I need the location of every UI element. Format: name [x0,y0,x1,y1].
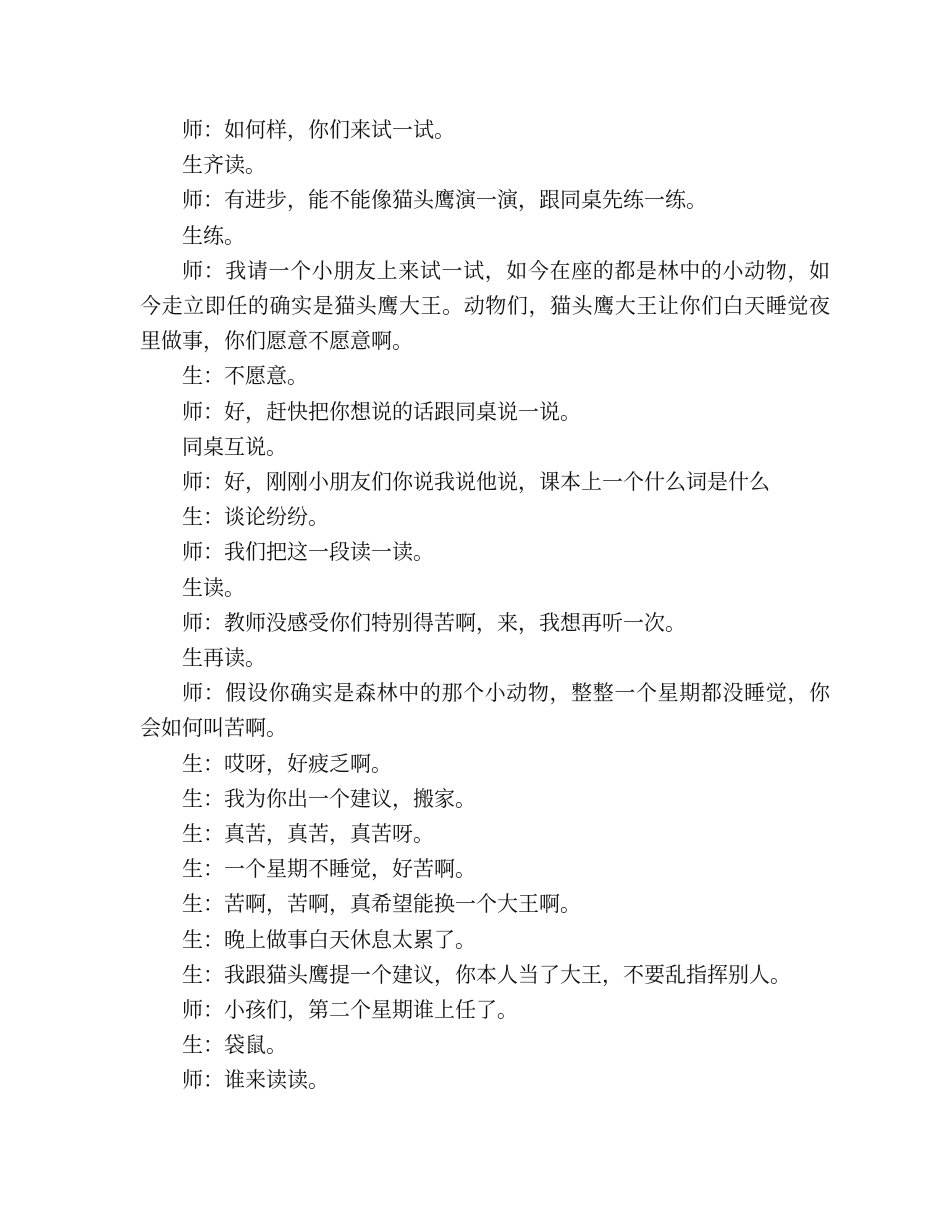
document-body [140,113,830,1099]
paragraph: 师：如何样，你们来试一试。 [182,118,455,142]
paragraph: 师：有进步，能不能像猫头鹰演一演，跟同桌先练一练。 [182,188,707,213]
paragraph: 生：哎呀，好疲乏啊。 [182,751,392,776]
paragraph: 师：教师没感受你们特别得苦啊，来，我想再听一次。 [182,610,686,635]
paragraph: 生读。 [182,575,245,600]
paragraph: 同桌互说。 [182,434,287,459]
paragraph: 生：苦啊，苦啊，真希望能换一个大王啊。 [182,892,581,917]
paragraph: 生再读。 [182,646,266,671]
paragraph: 师：假设你确实是森林中的那个小动物，整整一个星期都没睡觉，你会如何叫苦啊。 [140,681,830,741]
paragraph: 师：谁来读读。 [182,1068,329,1093]
paragraph: 师：我请一个小朋友上来试一试，如今在座的都是林中的小动物，如今走立即任的确实是猫头鹰大王。动物们，猫头鹰大王让你们白天睡觉夜里做事，你们愿意不愿意啊。 [140,258,830,354]
paragraph: 生：谈论纷纷。 [182,505,329,530]
paragraph: 生：我跟猫头鹰提一个建议，你本人当了大王，不要乱指挥别人。 [182,962,791,987]
paragraph: 生练。 [182,223,245,248]
paragraph: 师：好，刚刚小朋友们你说我说他说，课本上一个什么词是什么 [182,470,770,495]
paragraph: 生：一个星期不睡觉，好苦啊。 [182,857,476,882]
paragraph: 师：小孩们，第二个星期谁上任了。 [182,998,518,1023]
paragraph: 生：晚上做事白天休息太累了。 [182,927,476,952]
paragraph: 师：我们把这一段读一读。 [182,540,434,565]
paragraph: 生：袋鼠。 [182,1033,287,1058]
paragraph: 师：好，赶快把你想说的话跟同桌说一说。 [182,399,581,424]
paragraph: 生：不愿意。 [182,364,308,389]
paragraph: 生齐读。 [182,153,266,178]
paragraph: 生：我为你出一个建议，搬家。 [182,786,476,811]
paragraph: 生：真苦，真苦，真苦呀。 [182,822,434,847]
